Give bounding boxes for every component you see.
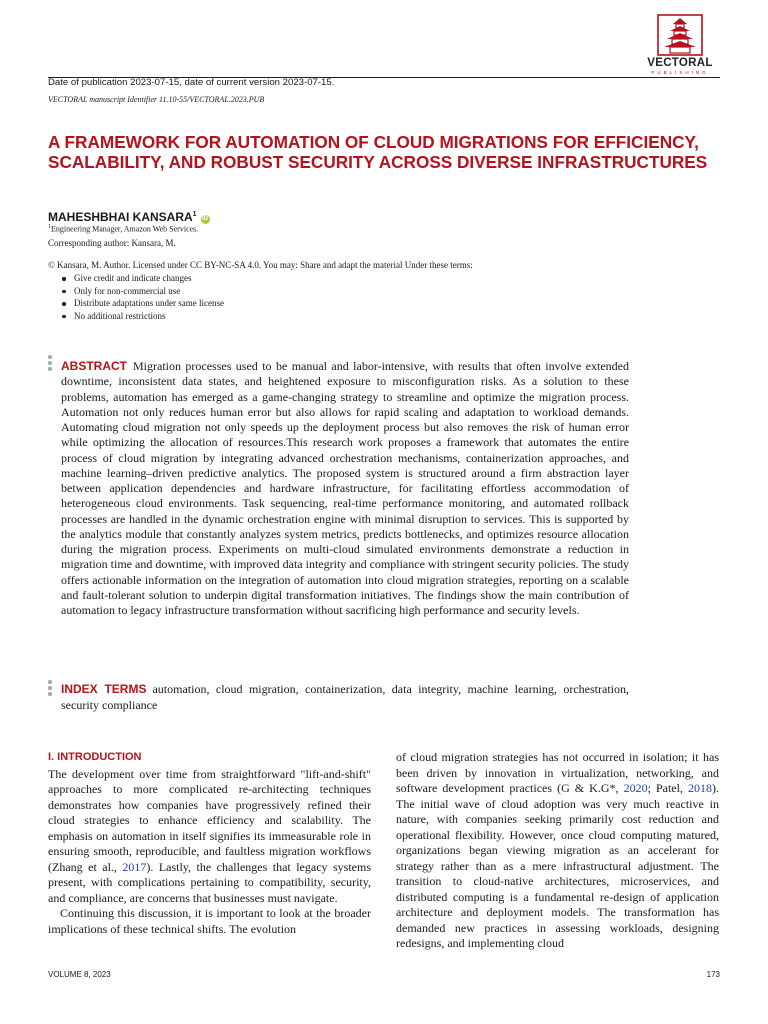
abstract-label: ABSTRACT: [61, 359, 127, 373]
affiliation: [48, 224, 198, 234]
intro-paragraph-2: Continuing this discussion, it is important to look at the broader implications of these technical shifts. The evolution: [48, 906, 371, 936]
license-term: Give credit and indicate changes: [62, 272, 224, 285]
intro-paragraph-1: [48, 767, 371, 907]
license-term: Only for non-commercial use: [62, 285, 224, 298]
pagoda-logo-icon: [657, 14, 703, 56]
footer-page-number: 173: [706, 970, 720, 979]
citation-link[interactable]: 2018: [688, 781, 713, 795]
orcid-icon[interactable]: iD: [202, 216, 209, 222]
paper-title: A FRAMEWORK FOR AUTOMATION OF CLOUD MIGRATIONS FOR EFFICIENCY, SCALABILITY, AND ROBUST SECURITY ACROSS DIVERSE INFRASTRUCTURES: [48, 132, 708, 172]
affiliation-sup: 1: [48, 224, 51, 230]
author-affil-sup: 1: [192, 211, 197, 218]
citation-link[interactable]: 2020: [623, 781, 648, 795]
logo-subtitle: PUBLISHING: [651, 70, 709, 75]
footer-volume: VOLUME 8, 2023: [48, 970, 111, 979]
index-terms-label: INDEX TERMS: [61, 682, 147, 696]
affiliation-text: Engineering Manager, Amazon Web Services.: [51, 224, 199, 234]
intro-text: ). The initial wave of cloud adoption was very much reactive in nature, with companies seeking primarily cost reduction and operational flexibility. However, once cloud computing matured, organizations began viewing migration as an accelerant for strategy rather than as a mere infrastructural adjustment. The transition to cloud-native architectures, microservices, and distributed computing is a fundamental re-design of application architecture and deployment models. The transformation has demanded new practices in assessing workloads, designing redesigns, and implementing cloud: [396, 781, 720, 950]
index-terms-text: automation, cloud migration, containerization, data integrity, machine learning, orchestration, security compliance: [61, 682, 629, 712]
manuscript-identifier: VECTORAL manuscript Identifier 11.10-55/VECTORAL.2023.PUB: [48, 95, 265, 104]
license-term: No additional restrictions: [62, 310, 224, 323]
license-statement: © Kansara, M. Author. Licensed under CC BY-NC-SA 4.0. You may: Share and adapt the material Under these terms:: [48, 260, 473, 270]
left-column: [48, 750, 371, 937]
abstract-text: Migration processes used to be manual and labor-intensive, with results that often involve extended downtime, inconsistent data states, and heightened exposure to misconfiguration risks. As a solution to these problems, automation has emerged as a game-changing strategy to streamline and optimize the migration process. Automation not only reduces human error but also allows for rapid scaling and adaptation to workload demands. Automating cloud migration not only speeds up the deployment process but also removes the risk of human error while optimizing the allocation of resources.This research work proposes a framework that automates the entire process of cloud migration by integrating advanced orchestration mechanisms, containerization approaches, and machine learning–driven predictive analytics. The proposed system is structured around a firm abstraction layer between application dependencies and hardware infrastructure, for facilitating effortless accommodation of heterogeneous cloud environments. Task sequencing, real-time performance monitoring, and automated rollback processes are handled in the dynamic orchestration engine with minimal disruption to services. This is supported by the analytics module that constantly analyzes system metrics, predicts bottlenecks, and optimizes resource allocation during the migration process. Experiments on multi-cloud simulated environments demonstrate a reduction in migration time and downtime, with improved data integrity and compliance with stringent security policies. The study offers actionable information on the integration of automation into cloud migration strategies, reporting on a scalable and fault-tolerant solution to underpin digital transformation initiatives. The findings show the main contribution of automation to legacy infrastructure transformation without sacrificing high performance and security levels.: [61, 359, 629, 617]
intro-text: ). Lastly, the challenges that legacy systems present, with complications pertaining to compatibility, security, and compliance, are concerns that businesses must navigate.: [48, 859, 371, 905]
intro-paragraph-3: [396, 750, 719, 952]
author-line: [48, 210, 210, 224]
intro-text: ; Patel,: [647, 781, 689, 795]
logo-wordmark: VECTORAL: [647, 57, 713, 69]
section-heading-introduction: I. INTRODUCTION: [48, 751, 142, 763]
publication-date: Date of publication 2023-07-15, date of current version 2023-07-15.: [48, 77, 335, 88]
corresponding-author: Corresponding author: Kansara, M.: [48, 238, 176, 248]
right-column: [396, 750, 719, 952]
abstract: [61, 359, 629, 618]
license-terms-list: [62, 272, 224, 322]
intro-text: The development over time from straightforward "lift-and-shift" approaches to more complicated re-architecting techniques demonstrates how companies have progressively refined their cloud strategies to enhance efficiency and scalability. The emphasis on automation in itself signifies its immeasurable role in ensuring smooth, reproducible, and faultless migration workflows (Zhang et al.,: [48, 766, 371, 874]
intro-text: of cloud migration strategies has not occurred in isolation; it has been driven by innovation in virtualization, networking, and software development practices (G & K.G*,: [396, 750, 719, 795]
citation-link[interactable]: 2017: [122, 859, 147, 874]
index-terms-marker-icon: [48, 680, 53, 698]
abstract-marker-icon: [48, 355, 53, 373]
license-term: Distribute adaptations under same license: [62, 297, 224, 310]
author-name: MAHESHBHAI KANSARA: [48, 210, 193, 224]
index-terms: [61, 682, 629, 713]
